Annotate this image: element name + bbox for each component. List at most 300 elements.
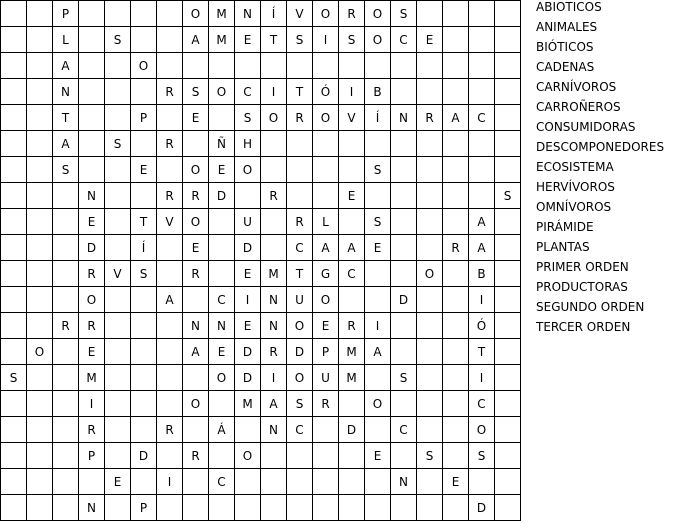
grid-cell[interactable]: O bbox=[261, 105, 287, 131]
grid-cell[interactable] bbox=[443, 313, 469, 339]
grid-cell[interactable] bbox=[27, 261, 53, 287]
grid-cell[interactable] bbox=[313, 443, 339, 469]
grid-cell[interactable] bbox=[209, 209, 235, 235]
grid-cell[interactable] bbox=[209, 53, 235, 79]
grid-cell[interactable]: E bbox=[209, 157, 235, 183]
grid-cell[interactable] bbox=[443, 209, 469, 235]
grid-cell[interactable]: E bbox=[183, 105, 209, 131]
grid-cell[interactable]: I bbox=[235, 287, 261, 313]
grid-cell[interactable]: S bbox=[417, 443, 443, 469]
grid-cell[interactable] bbox=[339, 157, 365, 183]
grid-cell[interactable] bbox=[105, 1, 131, 27]
grid-cell[interactable] bbox=[183, 53, 209, 79]
grid-cell[interactable] bbox=[53, 235, 79, 261]
grid-cell[interactable]: V bbox=[157, 209, 183, 235]
grid-cell[interactable] bbox=[105, 157, 131, 183]
grid-cell[interactable] bbox=[391, 183, 417, 209]
grid-cell[interactable] bbox=[131, 365, 157, 391]
grid-cell[interactable]: A bbox=[261, 391, 287, 417]
grid-cell[interactable] bbox=[261, 157, 287, 183]
grid-cell[interactable]: I bbox=[157, 469, 183, 495]
grid-cell[interactable]: R bbox=[157, 183, 183, 209]
grid-cell[interactable] bbox=[469, 157, 495, 183]
grid-cell[interactable] bbox=[1, 53, 27, 79]
grid-cell[interactable]: T bbox=[261, 27, 287, 53]
grid-cell[interactable] bbox=[391, 261, 417, 287]
grid-cell[interactable]: C bbox=[209, 287, 235, 313]
grid-cell[interactable] bbox=[313, 53, 339, 79]
grid-cell[interactable] bbox=[417, 495, 443, 521]
grid-cell[interactable] bbox=[495, 469, 521, 495]
grid-cell[interactable]: L bbox=[313, 209, 339, 235]
grid-cell[interactable]: N bbox=[391, 105, 417, 131]
grid-cell[interactable]: O bbox=[235, 157, 261, 183]
grid-cell[interactable] bbox=[157, 365, 183, 391]
grid-cell[interactable]: D bbox=[339, 417, 365, 443]
grid-cell[interactable] bbox=[339, 495, 365, 521]
grid-cell[interactable]: P bbox=[79, 443, 105, 469]
grid-cell[interactable] bbox=[495, 261, 521, 287]
grid-cell[interactable]: D bbox=[131, 443, 157, 469]
grid-cell[interactable] bbox=[105, 105, 131, 131]
grid-cell[interactable] bbox=[131, 79, 157, 105]
grid-cell[interactable]: N bbox=[391, 469, 417, 495]
grid-cell[interactable] bbox=[287, 495, 313, 521]
grid-cell[interactable]: D bbox=[391, 287, 417, 313]
grid-cell[interactable] bbox=[183, 365, 209, 391]
grid-cell[interactable]: C bbox=[339, 261, 365, 287]
grid-cell[interactable]: Í bbox=[365, 105, 391, 131]
grid-cell[interactable]: C bbox=[235, 79, 261, 105]
grid-cell[interactable] bbox=[131, 391, 157, 417]
grid-cell[interactable]: S bbox=[1, 365, 27, 391]
grid-cell[interactable]: E bbox=[235, 27, 261, 53]
grid-cell[interactable]: M bbox=[209, 27, 235, 53]
grid-cell[interactable]: O bbox=[183, 391, 209, 417]
grid-cell[interactable] bbox=[287, 469, 313, 495]
grid-cell[interactable] bbox=[443, 131, 469, 157]
grid-cell[interactable] bbox=[157, 157, 183, 183]
grid-cell[interactable] bbox=[183, 417, 209, 443]
grid-cell[interactable] bbox=[261, 209, 287, 235]
grid-cell[interactable] bbox=[27, 443, 53, 469]
grid-cell[interactable] bbox=[495, 105, 521, 131]
grid-cell[interactable] bbox=[53, 443, 79, 469]
grid-cell[interactable] bbox=[443, 495, 469, 521]
grid-cell[interactable]: R bbox=[261, 339, 287, 365]
grid-cell[interactable] bbox=[131, 287, 157, 313]
grid-cell[interactable] bbox=[131, 183, 157, 209]
grid-cell[interactable]: I bbox=[261, 365, 287, 391]
grid-cell[interactable] bbox=[495, 443, 521, 469]
grid-cell[interactable] bbox=[495, 209, 521, 235]
grid-cell[interactable]: A bbox=[157, 287, 183, 313]
grid-cell[interactable] bbox=[261, 495, 287, 521]
grid-cell[interactable]: A bbox=[365, 339, 391, 365]
grid-cell[interactable] bbox=[1, 261, 27, 287]
grid-cell[interactable]: A bbox=[339, 235, 365, 261]
grid-cell[interactable]: R bbox=[157, 417, 183, 443]
grid-cell[interactable]: A bbox=[469, 209, 495, 235]
grid-cell[interactable]: E bbox=[209, 339, 235, 365]
grid-cell[interactable] bbox=[1, 443, 27, 469]
grid-cell[interactable] bbox=[27, 183, 53, 209]
grid-cell[interactable] bbox=[105, 53, 131, 79]
grid-cell[interactable] bbox=[495, 313, 521, 339]
grid-cell[interactable] bbox=[443, 53, 469, 79]
grid-cell[interactable]: O bbox=[365, 1, 391, 27]
grid-cell[interactable]: S bbox=[287, 391, 313, 417]
grid-cell[interactable] bbox=[443, 339, 469, 365]
grid-cell[interactable]: O bbox=[209, 79, 235, 105]
grid-cell[interactable] bbox=[183, 469, 209, 495]
grid-cell[interactable]: V bbox=[339, 105, 365, 131]
grid-cell[interactable] bbox=[365, 495, 391, 521]
grid-cell[interactable]: V bbox=[287, 1, 313, 27]
grid-cell[interactable]: N bbox=[53, 79, 79, 105]
grid-cell[interactable]: O bbox=[209, 365, 235, 391]
grid-cell[interactable] bbox=[27, 469, 53, 495]
grid-cell[interactable] bbox=[53, 417, 79, 443]
grid-cell[interactable] bbox=[183, 495, 209, 521]
grid-cell[interactable]: A bbox=[183, 339, 209, 365]
grid-cell[interactable] bbox=[495, 391, 521, 417]
grid-cell[interactable] bbox=[287, 183, 313, 209]
grid-cell[interactable] bbox=[1, 417, 27, 443]
grid-cell[interactable]: R bbox=[183, 183, 209, 209]
grid-cell[interactable] bbox=[27, 391, 53, 417]
grid-cell[interactable]: C bbox=[391, 27, 417, 53]
grid-cell[interactable] bbox=[79, 79, 105, 105]
grid-cell[interactable] bbox=[209, 443, 235, 469]
grid-cell[interactable] bbox=[417, 157, 443, 183]
grid-cell[interactable] bbox=[391, 339, 417, 365]
grid-cell[interactable]: S bbox=[131, 261, 157, 287]
grid-cell[interactable] bbox=[105, 183, 131, 209]
grid-cell[interactable] bbox=[261, 131, 287, 157]
grid-cell[interactable] bbox=[417, 79, 443, 105]
grid-cell[interactable] bbox=[157, 495, 183, 521]
grid-cell[interactable] bbox=[131, 417, 157, 443]
grid-cell[interactable] bbox=[157, 391, 183, 417]
grid-cell[interactable] bbox=[157, 443, 183, 469]
grid-cell[interactable] bbox=[443, 261, 469, 287]
grid-cell[interactable] bbox=[79, 53, 105, 79]
grid-cell[interactable] bbox=[365, 183, 391, 209]
grid-cell[interactable] bbox=[443, 417, 469, 443]
grid-cell[interactable]: P bbox=[53, 1, 79, 27]
grid-cell[interactable] bbox=[417, 417, 443, 443]
grid-cell[interactable] bbox=[339, 391, 365, 417]
grid-cell[interactable] bbox=[1, 131, 27, 157]
grid-cell[interactable]: R bbox=[183, 261, 209, 287]
grid-cell[interactable]: O bbox=[183, 1, 209, 27]
grid-cell[interactable] bbox=[495, 79, 521, 105]
grid-cell[interactable]: T bbox=[287, 261, 313, 287]
grid-cell[interactable]: O bbox=[183, 209, 209, 235]
grid-cell[interactable] bbox=[443, 365, 469, 391]
grid-cell[interactable] bbox=[27, 365, 53, 391]
grid-cell[interactable]: O bbox=[79, 287, 105, 313]
grid-cell[interactable] bbox=[417, 339, 443, 365]
grid-cell[interactable]: R bbox=[313, 391, 339, 417]
grid-cell[interactable] bbox=[235, 183, 261, 209]
grid-cell[interactable] bbox=[287, 157, 313, 183]
grid-cell[interactable] bbox=[1, 209, 27, 235]
grid-cell[interactable] bbox=[1, 469, 27, 495]
grid-cell[interactable]: C bbox=[391, 417, 417, 443]
grid-cell[interactable]: O bbox=[469, 417, 495, 443]
grid-cell[interactable] bbox=[53, 209, 79, 235]
grid-cell[interactable] bbox=[131, 469, 157, 495]
grid-cell[interactable]: I bbox=[339, 79, 365, 105]
grid-cell[interactable]: E bbox=[235, 261, 261, 287]
grid-cell[interactable] bbox=[105, 365, 131, 391]
grid-cell[interactable] bbox=[79, 469, 105, 495]
grid-cell[interactable] bbox=[365, 469, 391, 495]
grid-cell[interactable] bbox=[417, 1, 443, 27]
grid-cell[interactable] bbox=[79, 131, 105, 157]
grid-cell[interactable]: E bbox=[313, 313, 339, 339]
grid-cell[interactable] bbox=[443, 391, 469, 417]
grid-cell[interactable]: R bbox=[339, 1, 365, 27]
grid-cell[interactable] bbox=[339, 443, 365, 469]
grid-cell[interactable]: D bbox=[469, 495, 495, 521]
grid-cell[interactable] bbox=[53, 495, 79, 521]
grid-cell[interactable]: E bbox=[79, 339, 105, 365]
grid-cell[interactable] bbox=[313, 417, 339, 443]
grid-cell[interactable]: D bbox=[79, 235, 105, 261]
grid-cell[interactable] bbox=[27, 313, 53, 339]
grid-cell[interactable] bbox=[105, 209, 131, 235]
grid-cell[interactable]: S bbox=[495, 183, 521, 209]
grid-cell[interactable]: R bbox=[261, 183, 287, 209]
grid-cell[interactable] bbox=[53, 287, 79, 313]
grid-cell[interactable]: O bbox=[313, 1, 339, 27]
grid-cell[interactable]: V bbox=[105, 261, 131, 287]
grid-cell[interactable] bbox=[131, 339, 157, 365]
grid-cell[interactable] bbox=[495, 157, 521, 183]
grid-cell[interactable] bbox=[157, 261, 183, 287]
grid-cell[interactable] bbox=[443, 1, 469, 27]
grid-cell[interactable] bbox=[183, 131, 209, 157]
grid-cell[interactable] bbox=[183, 287, 209, 313]
grid-cell[interactable] bbox=[339, 469, 365, 495]
grid-cell[interactable] bbox=[417, 287, 443, 313]
grid-cell[interactable] bbox=[261, 53, 287, 79]
grid-cell[interactable] bbox=[209, 391, 235, 417]
grid-cell[interactable]: Ó bbox=[313, 79, 339, 105]
grid-cell[interactable]: Á bbox=[209, 417, 235, 443]
grid-cell[interactable]: R bbox=[79, 261, 105, 287]
grid-cell[interactable] bbox=[443, 183, 469, 209]
grid-cell[interactable] bbox=[495, 235, 521, 261]
grid-cell[interactable] bbox=[53, 183, 79, 209]
grid-cell[interactable] bbox=[1, 495, 27, 521]
grid-cell[interactable]: Í bbox=[131, 235, 157, 261]
grid-cell[interactable] bbox=[53, 365, 79, 391]
grid-cell[interactable] bbox=[287, 53, 313, 79]
grid-cell[interactable]: E bbox=[105, 469, 131, 495]
grid-cell[interactable] bbox=[157, 313, 183, 339]
grid-cell[interactable] bbox=[339, 287, 365, 313]
grid-cell[interactable] bbox=[417, 235, 443, 261]
grid-cell[interactable]: I bbox=[261, 79, 287, 105]
grid-cell[interactable]: O bbox=[235, 443, 261, 469]
grid-cell[interactable]: R bbox=[417, 105, 443, 131]
grid-cell[interactable]: B bbox=[469, 261, 495, 287]
grid-cell[interactable] bbox=[1, 313, 27, 339]
grid-cell[interactable]: I bbox=[365, 313, 391, 339]
grid-cell[interactable]: R bbox=[53, 313, 79, 339]
grid-cell[interactable]: R bbox=[157, 79, 183, 105]
grid-cell[interactable]: E bbox=[79, 209, 105, 235]
grid-cell[interactable] bbox=[443, 443, 469, 469]
grid-cell[interactable]: R bbox=[157, 131, 183, 157]
grid-cell[interactable] bbox=[417, 313, 443, 339]
grid-cell[interactable] bbox=[391, 313, 417, 339]
grid-cell[interactable]: C bbox=[469, 105, 495, 131]
grid-cell[interactable] bbox=[391, 495, 417, 521]
grid-cell[interactable]: O bbox=[131, 53, 157, 79]
grid-cell[interactable]: S bbox=[105, 131, 131, 157]
grid-cell[interactable]: N bbox=[183, 313, 209, 339]
grid-cell[interactable] bbox=[391, 79, 417, 105]
grid-cell[interactable]: R bbox=[443, 235, 469, 261]
grid-cell[interactable]: U bbox=[313, 365, 339, 391]
grid-cell[interactable] bbox=[1, 105, 27, 131]
grid-cell[interactable] bbox=[495, 53, 521, 79]
grid-cell[interactable]: L bbox=[53, 27, 79, 53]
grid-cell[interactable] bbox=[391, 209, 417, 235]
grid-cell[interactable] bbox=[1, 157, 27, 183]
grid-cell[interactable] bbox=[157, 53, 183, 79]
grid-cell[interactable]: O bbox=[417, 261, 443, 287]
grid-cell[interactable] bbox=[235, 469, 261, 495]
grid-cell[interactable]: S bbox=[339, 27, 365, 53]
grid-cell[interactable]: S bbox=[391, 1, 417, 27]
grid-cell[interactable] bbox=[79, 105, 105, 131]
grid-cell[interactable]: A bbox=[53, 131, 79, 157]
grid-cell[interactable]: E bbox=[183, 235, 209, 261]
grid-cell[interactable] bbox=[105, 313, 131, 339]
grid-cell[interactable]: H bbox=[235, 131, 261, 157]
grid-cell[interactable] bbox=[469, 131, 495, 157]
grid-cell[interactable] bbox=[105, 339, 131, 365]
grid-cell[interactable]: D bbox=[235, 235, 261, 261]
grid-cell[interactable]: N bbox=[261, 417, 287, 443]
grid-cell[interactable] bbox=[157, 339, 183, 365]
grid-cell[interactable] bbox=[391, 443, 417, 469]
grid-cell[interactable] bbox=[417, 183, 443, 209]
grid-cell[interactable]: U bbox=[287, 287, 313, 313]
grid-cell[interactable] bbox=[235, 417, 261, 443]
grid-cell[interactable]: Ñ bbox=[209, 131, 235, 157]
grid-cell[interactable]: S bbox=[365, 157, 391, 183]
grid-cell[interactable]: C bbox=[469, 391, 495, 417]
grid-cell[interactable] bbox=[79, 1, 105, 27]
grid-cell[interactable] bbox=[339, 209, 365, 235]
grid-cell[interactable]: O bbox=[313, 287, 339, 313]
grid-cell[interactable]: N bbox=[235, 1, 261, 27]
grid-cell[interactable]: N bbox=[209, 313, 235, 339]
grid-cell[interactable]: C bbox=[287, 235, 313, 261]
grid-cell[interactable]: O bbox=[183, 157, 209, 183]
grid-cell[interactable] bbox=[1, 183, 27, 209]
grid-cell[interactable]: E bbox=[131, 157, 157, 183]
grid-cell[interactable] bbox=[313, 157, 339, 183]
grid-cell[interactable]: O bbox=[365, 27, 391, 53]
grid-cell[interactable]: B bbox=[365, 79, 391, 105]
grid-cell[interactable] bbox=[157, 105, 183, 131]
grid-cell[interactable] bbox=[469, 53, 495, 79]
grid-cell[interactable] bbox=[287, 443, 313, 469]
grid-cell[interactable]: U bbox=[235, 209, 261, 235]
grid-cell[interactable]: P bbox=[131, 495, 157, 521]
grid-cell[interactable] bbox=[27, 53, 53, 79]
grid-cell[interactable] bbox=[417, 131, 443, 157]
grid-cell[interactable] bbox=[79, 27, 105, 53]
grid-cell[interactable] bbox=[391, 131, 417, 157]
grid-cell[interactable] bbox=[365, 261, 391, 287]
grid-cell[interactable] bbox=[417, 53, 443, 79]
grid-cell[interactable] bbox=[261, 469, 287, 495]
grid-cell[interactable] bbox=[235, 53, 261, 79]
grid-cell[interactable]: M bbox=[261, 261, 287, 287]
grid-cell[interactable] bbox=[209, 261, 235, 287]
grid-cell[interactable]: S bbox=[183, 79, 209, 105]
grid-cell[interactable] bbox=[27, 1, 53, 27]
grid-cell[interactable]: I bbox=[469, 287, 495, 313]
grid-cell[interactable]: R bbox=[287, 209, 313, 235]
grid-cell[interactable]: Ó bbox=[469, 313, 495, 339]
grid-cell[interactable]: O bbox=[27, 339, 53, 365]
grid-cell[interactable]: I bbox=[469, 365, 495, 391]
grid-cell[interactable]: E bbox=[365, 235, 391, 261]
grid-cell[interactable] bbox=[365, 365, 391, 391]
grid-cell[interactable] bbox=[53, 391, 79, 417]
grid-cell[interactable] bbox=[261, 235, 287, 261]
grid-cell[interactable]: T bbox=[469, 339, 495, 365]
grid-cell[interactable] bbox=[27, 27, 53, 53]
grid-cell[interactable] bbox=[105, 287, 131, 313]
grid-cell[interactable]: N bbox=[261, 313, 287, 339]
grid-cell[interactable]: C bbox=[209, 469, 235, 495]
grid-cell[interactable] bbox=[79, 157, 105, 183]
grid-cell[interactable] bbox=[365, 53, 391, 79]
grid-cell[interactable] bbox=[391, 53, 417, 79]
grid-cell[interactable]: S bbox=[391, 365, 417, 391]
grid-cell[interactable] bbox=[105, 79, 131, 105]
grid-cell[interactable]: S bbox=[287, 27, 313, 53]
grid-cell[interactable]: A bbox=[53, 53, 79, 79]
grid-cell[interactable] bbox=[27, 495, 53, 521]
grid-cell[interactable] bbox=[469, 1, 495, 27]
grid-cell[interactable]: M bbox=[209, 1, 235, 27]
grid-cell[interactable] bbox=[443, 157, 469, 183]
grid-cell[interactable]: D bbox=[209, 183, 235, 209]
grid-cell[interactable]: R bbox=[79, 417, 105, 443]
grid-cell[interactable] bbox=[417, 365, 443, 391]
grid-cell[interactable]: M bbox=[79, 365, 105, 391]
grid-cell[interactable] bbox=[313, 183, 339, 209]
grid-cell[interactable] bbox=[157, 235, 183, 261]
grid-cell[interactable] bbox=[495, 27, 521, 53]
grid-cell[interactable] bbox=[1, 235, 27, 261]
grid-cell[interactable]: T bbox=[53, 105, 79, 131]
grid-cell[interactable] bbox=[391, 235, 417, 261]
grid-cell[interactable] bbox=[27, 235, 53, 261]
